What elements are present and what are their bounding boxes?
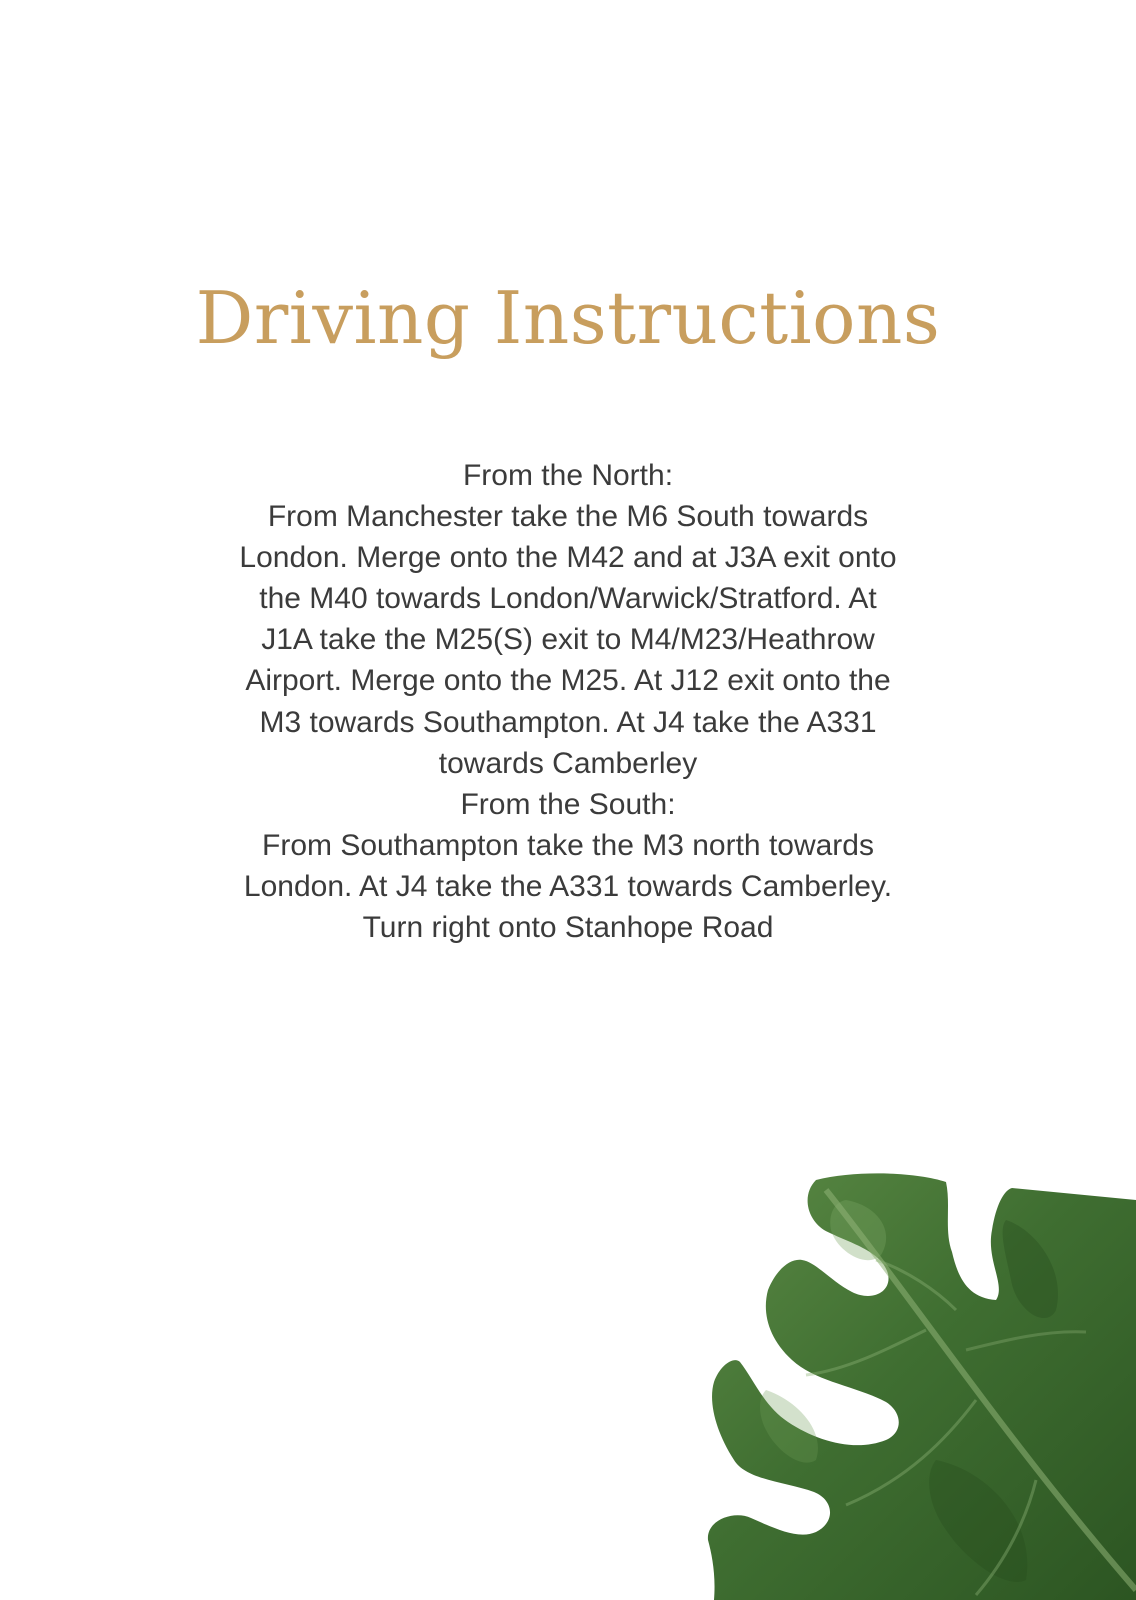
direction-line: the M40 towards London/Warwick/Stratford. At [259,582,877,616]
direction-line: London. At J4 take the A331 towards Camberley. [243,869,893,903]
directions-text [0,455,1136,948]
direction-heading-north: From the North: [462,459,674,492]
page-title: Driving Instructions [195,276,941,360]
direction-line: London. Merge onto the M42 and at J3A exit onto [239,541,897,575]
direction-line: From Manchester take the M6 South towards [267,500,869,534]
direction-heading-south: From the South: [460,787,676,821]
direction-line: M3 towards Southampton. At J4 take the A331 [259,705,877,739]
direction-line: Airport. Merge onto the M25. At J12 exit onto the [245,664,891,698]
direction-line: Turn right onto Stanhope Road [362,911,774,945]
direction-line: From Southampton take the M3 north towards [262,828,874,862]
monstera-leaf-icon [706,1160,1136,1600]
direction-line: towards Camberley [438,746,698,780]
direction-line: J1A take the M25(S) exit to M4/M23/Heathrow [261,623,875,657]
